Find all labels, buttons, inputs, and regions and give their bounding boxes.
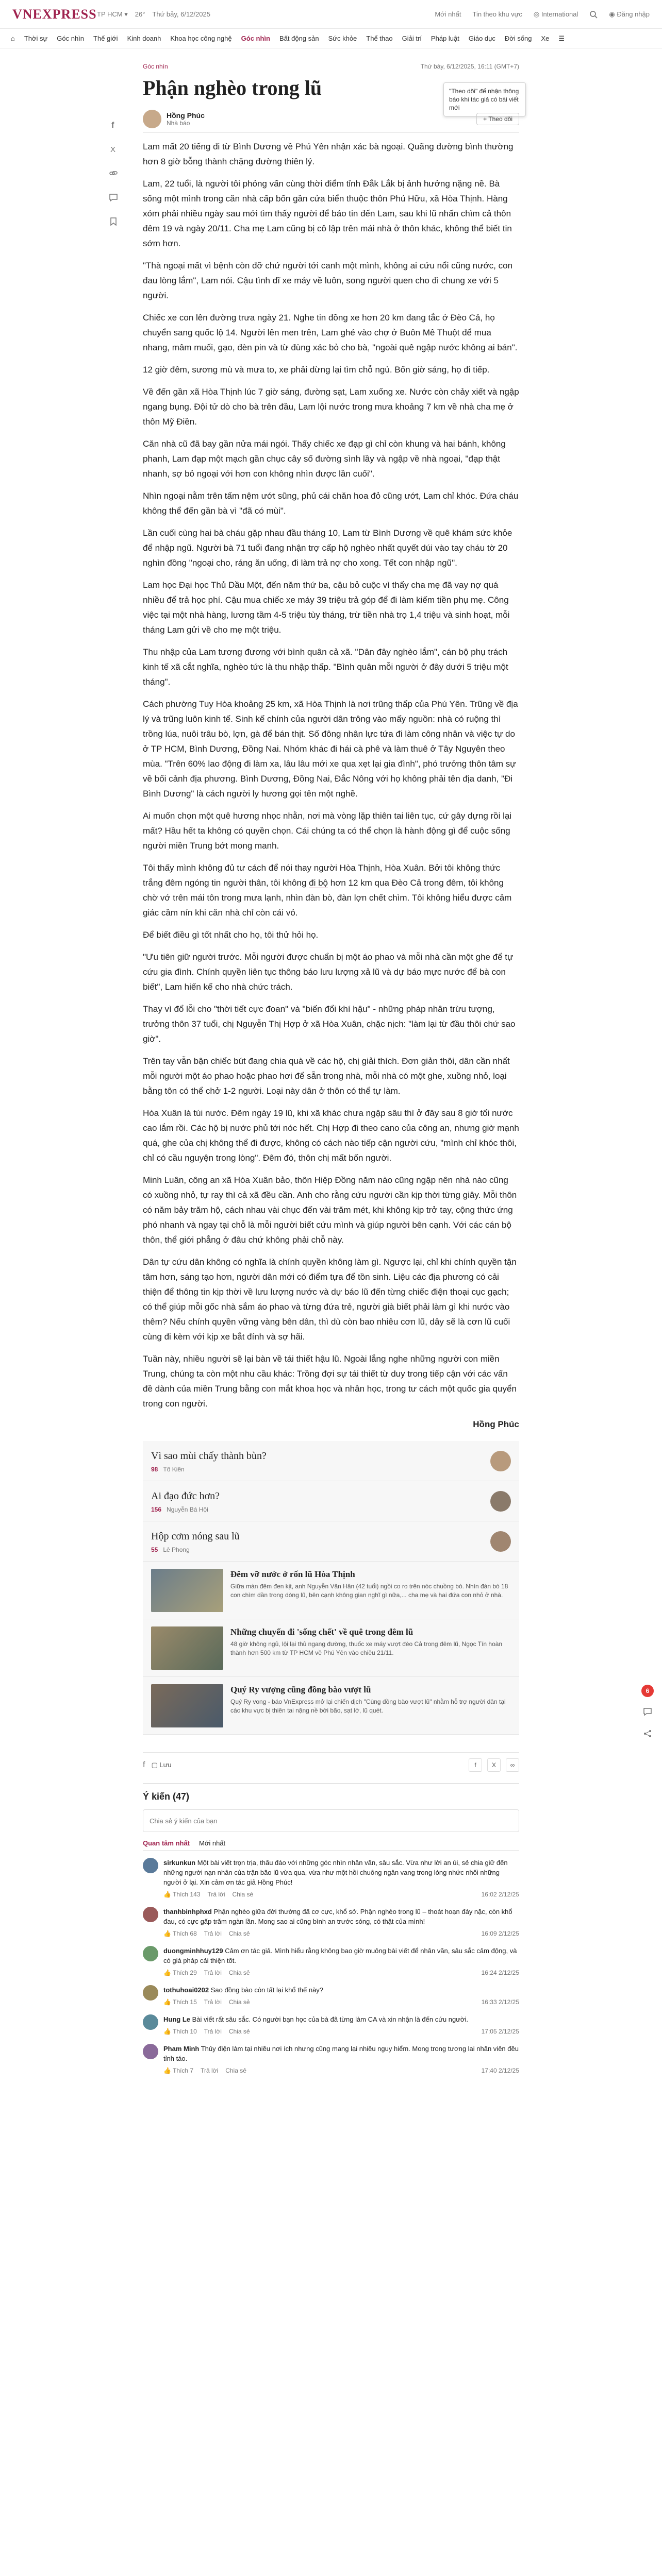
signature: Hồng Phúc [473, 1419, 519, 1429]
reply-button[interactable]: Trả lời [204, 2028, 222, 2035]
card-desc: Quý Ry vong - báo VnExpress mở lại chiến dịch "Cùng đồng bào vượt lũ" nhằm hỗ trợ người dân tại các khu vực bị thiên tai nặng nề bởi bão, sạt lở, lũ quét. [230, 1698, 506, 1714]
card-desc: 48 giờ không ngủ, lội lại thủ ngang đường, thuốc xe máy vượt đèo Cả trong đêm lũ, Ngọc Tín hoàn thành hơn 500 km từ TP HCM về Phú Yên vào chiều 21/11. [230, 1640, 503, 1656]
comment-icon[interactable] [108, 192, 119, 205]
location[interactable]: TP HCM ▾ [97, 10, 128, 18]
share-button[interactable]: Chia sẻ [228, 1969, 250, 1976]
comment-time: 17:05 2/12/25 [481, 2028, 519, 2035]
comment-author[interactable]: Pham Minh [163, 2045, 200, 2053]
card-title[interactable]: Quý Ry vượng cũng đồng bào vượt lũ [230, 1685, 371, 1694]
breadcrumb [143, 63, 519, 73]
twitter-icon[interactable] [108, 144, 119, 157]
paragraph: Tuần này, nhiều người sẽ lại bàn về tái thiết hậu lũ. Ngoài lắng nghe những người con miền Trung, chúng ta còn một nhu cầu khác: Trồng đợi sự tái thiết từ duy trong tiếp cận với các vấn đề dành của miền Trung bằng con mắt khoa học và nhân học, trong tư cách một quốc gia quyển trong con người. [143, 1354, 517, 1409]
related-item[interactable] [143, 1521, 519, 1562]
copy-link-icon[interactable]: ∞ [506, 1758, 519, 1772]
news-card[interactable] [143, 1562, 519, 1619]
header-date: Thứ bảy, 6/12/2025 [152, 10, 210, 18]
share-button[interactable]: Chia sẻ [228, 1998, 250, 2006]
tab-top[interactable]: Quan tâm nhất [143, 1839, 190, 1847]
card-thumbnail[interactable] [151, 1569, 223, 1612]
nav-item[interactable]: Thế giới [93, 35, 118, 42]
news-card[interactable] [143, 1619, 519, 1677]
follow-button[interactable]: + Theo dõi [476, 113, 519, 125]
page-title: Phận nghèo trong lũ [143, 76, 322, 99]
paragraph: Minh Luân, công an xã Hòa Xuân bảo, thôn Hiệp Đồng năm nào cũng ngập nên nhà nào cũng có xuồng nhỏ, tự ray thì cả xã đều cần. Anh cho rằng cứu người cần kịp thời từng giây. Mỗi thôn có năm bảy trăm hộ, cách nhau vài chục đến vài trăm mét, khi không kịp trở tay, cộng thức ứng phó nhanh và ngay tại chỗ là mỗi người biết cứu mình và giúp người bên cạnh. Với các cán bộ thôn, thể giới phẳng ở đâu chứ không phải chỗ này. [143, 1175, 517, 1245]
article-body [143, 139, 519, 1411]
nav-item[interactable]: Giải trí [402, 35, 422, 42]
paragraph: "Thà ngoại mất vì bệnh còn đỡ chứ người tới canh một mình, không ai cứu nổi cũng nước, con đau lòng lắm", Lam nói. Cậu tình dĩ xe máy về luôn, song người quen cho đi chung xe với 5 người. [143, 261, 513, 300]
share-button[interactable]: Chia sẻ [228, 1930, 250, 1937]
inline-link[interactable]: đi bộ [309, 878, 328, 888]
comment-item [143, 1946, 519, 1978]
twitter-share-icon[interactable]: X [487, 1758, 501, 1772]
comment-author[interactable]: duongminhhuy129 [163, 1947, 223, 1955]
related-author[interactable]: Tô Kiên [163, 1465, 185, 1473]
paragraph: Lam mất 20 tiếng đi từ Bình Dương về Phú Yên nhận xác bà ngoại. Quãng đường bình thường hơn 8 giờ bỗng thành chặng đường thiên lý. [143, 142, 514, 166]
comment-author[interactable]: Hung Le [163, 2015, 190, 2023]
comment-count: 98 [151, 1465, 158, 1473]
paragraph: Nhìn ngoại nằm trên tấm nệm ướt sũng, phủ cái chăn hoa đỏ cũng ướt, Lam chỉ khóc. Đứa cháu không thể đến gần bà vì "đã có mùi". [143, 491, 519, 516]
comment-tabs [143, 1839, 519, 1851]
author-block [143, 109, 519, 133]
site-logo[interactable]: VNEXPRESS [12, 6, 97, 22]
region-news-link[interactable]: Tin theo khu vực [472, 10, 522, 18]
weather-temp: 26° [135, 10, 145, 18]
bookmark-icon[interactable] [108, 216, 119, 229]
nav-item[interactable]: Sức khỏe [328, 35, 357, 42]
avatar[interactable] [143, 1946, 158, 1961]
author-role: Nhà báo [167, 119, 190, 127]
card-thumbnail[interactable] [151, 1626, 223, 1670]
top-bar [0, 0, 662, 29]
avatar [490, 1491, 511, 1512]
latest-link[interactable]: Mới nhất [435, 10, 461, 18]
related-item[interactable] [143, 1441, 519, 1481]
comment-count-badge[interactable]: 6 [641, 1685, 654, 1697]
related-list [143, 1441, 519, 1735]
nav-item-active[interactable]: Góc nhìn [241, 35, 270, 42]
paragraph: Lần cuối cùng hai bà cháu gặp nhau đầu tháng 10, Lam từ Bình Dương về quê khám sức khỏe để nhập ngũ. Người bà 71 tuổi đang nhận trợ cấp hộ nghèo nhất quyết dúi vào tay cháu tờ 20 nghìn đồng "ngoại cho, ráng ăn uống, đi làm trả nợ cho xong. Tết con nhập ngũ". [143, 528, 512, 568]
paragraph: Về đến gần xã Hòa Thịnh lúc 7 giờ sáng, đường sạt, Lam xuống xe. Nước còn chảy xiết và ngập ngang bụng. Đội tử dò cho bà trên đầu, Lam lội nước trong mưa khoảng 7 km về nhà cha mẹ ở thôn Mỹ Điền. [143, 387, 519, 427]
nav-item[interactable]: Đời sống [504, 35, 532, 42]
paragraph: Trên tay vẫn bận chiếc bút đang chia quà về các hộ, chị giải thích. Đơn giản thôi, dân cần nhất mỗi người một áo phao hoặc phao hơi để sẵn trong nhà, mỗi nhà có một ghe, xuồng nhỏ, loại bằng tôn có thể chở 1-2 người. Loại này dân ở thôn có thể tự làm. [143, 1056, 510, 1096]
tab-newest[interactable]: Mới nhất [199, 1839, 226, 1847]
comment-input[interactable] [143, 1809, 519, 1832]
comment-time: 17:40 2/12/25 [481, 2067, 519, 2074]
card-title[interactable]: Đêm vỡ nước ở rốn lũ Hòa Thịnh [230, 1569, 355, 1579]
user-icon: ◉ [609, 10, 615, 18]
like-button[interactable]: 👍 Thích 15 [163, 1998, 197, 2006]
nav-item[interactable]: Pháp luật [431, 35, 459, 42]
save-button[interactable]: ▢ Lưu [151, 1760, 172, 1769]
comment-text: Thủy điện làm tại nhiều nơi ích nhưng cũng mang lại nhiều nguy hiểm. Mong trong tương lai nhân viên đều tỉnh táo. [163, 2045, 519, 2062]
like-button[interactable]: 👍 Thích 143 [163, 1891, 201, 1898]
reply-button[interactable]: Trả lời [201, 2067, 219, 2074]
author-name[interactable]: Hồng Phúc [167, 111, 205, 120]
like-button[interactable]: 👍 Thích 68 [163, 1930, 197, 1937]
reply-button[interactable]: Trả lời [204, 1930, 222, 1937]
main-nav [0, 29, 662, 48]
paragraph: Tôi thấy mình không đủ tư cách để nói thay người Hòa Thịnh, Hòa Xuân. Bởi tôi không thức trắng đêm ngóng tin người thân, tôi không đi bộ hơn 12 km qua Đèo Cả trong đêm, tôi không chờ vớ trên mái tôn trong mưa lạnh, nhìn đàn bò, đàn lợn chết chìm. Tôi không hiểu được cảm giác cầm nín khi căn nhà chỉ còn cái vỏ. [143, 863, 512, 918]
paragraph: Chiếc xe con lên đường trưa ngày 21. Nghe tin đồng xe hơn 20 km đang tắc ở Đèo Cả, họ chuyển sang quốc lộ 14. Người lên men trên, Lam ghé vào chợ ở Buôn Mê Thuột để mua nhang, mâm muối, gạo, đèn pin và từ đùng xác bỏ cho bà, "ngoài quê ngập nước không ai bán". [143, 313, 518, 352]
comment-time: 16:33 2/12/25 [481, 1998, 519, 2006]
comment-time: 16:02 2/12/25 [481, 1891, 519, 1898]
comment-count: 55 [151, 1546, 158, 1553]
avatar[interactable] [143, 2014, 158, 2030]
comment-text: Bài viết rất sâu sắc. Có người bạn học của bà đã từng làm CA và xin nhận là đến cứu người. [192, 2015, 468, 2023]
comment-author[interactable]: thanhbinhphxd [163, 1908, 212, 1916]
avatar[interactable] [143, 110, 161, 128]
avatar[interactable] [143, 1985, 158, 2001]
comment-text: Một bài viết trọn trịa, thấu đáo với những góc nhìn nhân văn, sâu sắc. Vừa như lời an ủi, sẻ chia giữ đến những người nạn nhân của trận bão lũ vừa qua, vừa như một hồi chuông ngân vang trong lòng nhức nhối những người ở lại. Xin cảm ơn tác giả Hồng Phúc! [163, 1859, 508, 1886]
paragraph: 12 giờ đêm, sương mù và mưa to, xe phải dừng lại tìm chỗ ngủ. Bốn giờ sáng, họ đi tiếp. [143, 365, 490, 375]
link-icon[interactable] [108, 168, 119, 181]
paragraph: Lam, 22 tuổi, là người tôi phỏng vấn cùng thời điểm tỉnh Đắk Lắk bị ảnh hưởng nặng nề. Bà sống một mình trong căn nhà cấp bốn gần cửa biển thuộc thôn Phú Hữu, xã Hòa Thịnh. Hàng xóm phải nhiều ngày sau mới tìm thấy người để báo tin đến Lam, sau khi lũ nhấn chìm cả thôn đêm 19 và ngày 20/11. Cha mẹ Lam cũng bị cô lập trên mái nhà ở thôn khác, không thể biết tin sớm hơn. [143, 179, 512, 248]
international-link[interactable]: ◎ International [533, 10, 578, 18]
paragraph: Dân tự cứu dân không có nghĩa là chính quyền không làm gì. Ngược lại, chỉ khi chính quyền tận tâm hơn, sáng tạo hơn, người dân mới có điểm tựa để tồn sinh. Liệu các địa phương có cải thiện để thông tin kịp thời về lưu lượng nước và dự báo lũ đến từng chiếc điện thoại cục gạch; có thể giúp mỗi gốc nhà sắm áo phao và từng đứa trẻ, người già biết phải làm gì khi nước vào thêm? Nếu chính quyền vững vàng bên dân, thì dù còn bao nhiêu cơn lũ, dây sẽ là cơn lũ cuối cùng đi kèm với kịp xe bắt đính và sợ hãi. [143, 1257, 517, 1342]
nav-item[interactable]: Giáo dục [468, 35, 495, 42]
facebook-share-icon[interactable]: f [469, 1758, 482, 1772]
article-datetime: Thứ bảy, 6/12/2025, 16:11 (GMT+7) [420, 63, 519, 70]
home-icon[interactable]: ⌂ [11, 35, 15, 42]
paragraph: "Ưu tiên giữ người trước. Mỗi người được chuẩn bị một áo phao và mỗi nhà cần một ghe để tự cứu gia đình. Chính quyền liên tục thông báo lưu lượng xả lũ và dự báo mực nước để bà con biết", Lam hiến kế cho nhà chức trách. [143, 952, 514, 992]
paragraph: Căn nhà cũ đã bay gần nửa mái ngói. Thấy chiếc xe đạp gì chỉ còn khung và hai bánh, không phanh, Lam đạp một mạch gần chục cây số đường sình lầy và ngập về nhà ngoại, "đạp thật nhanh, sợ bỏ ngoại với hơn con không nhìn được lần cuối". [143, 439, 506, 479]
like-button[interactable]: 👍 Thích 10 [163, 2028, 197, 2035]
menu-icon[interactable]: ☰ [558, 34, 565, 42]
paragraph: Thay vì đổ lỗi cho "thời tiết cực đoan" và "biến đổi khí hậu" - những pháp nhân trừu tượng, trưởng thôn 37 tuổi, chị Nguyễn Thị Hợp ở xã Hòa Xuân, chặc nịch: "làm lại từ đầu thôi chứ sao giờ". [143, 1004, 516, 1044]
related-title[interactable]: Vì sao mùi chấy thành bùn? [151, 1450, 267, 1462]
card-thumbnail[interactable] [151, 1684, 223, 1727]
share-button[interactable]: Chia sẻ [225, 2067, 246, 2074]
login-link[interactable]: ◉ Đăng nhập [609, 10, 650, 18]
avatar [490, 1531, 511, 1552]
comment-item [143, 1858, 519, 1900]
nav-item[interactable]: Thời sự [24, 35, 48, 42]
comment-text: Cảm ơn tác giả. Mình hiểu rằng không bao giờ muông bài viết để nhân văn, sâu sắc cảm động, và có giá pháp cải thiện tốt. [163, 1947, 517, 1964]
nav-item[interactable]: Thể thao [366, 35, 393, 42]
article-wrapper [143, 48, 519, 1771]
related-author[interactable]: Nguyễn Bá Hội [167, 1505, 208, 1513]
category-link[interactable]: Góc nhìn [143, 63, 168, 70]
comment-text: Phận nghèo giữa đời thường đã cơ cực, khổ sở. Phận nghèo trong lũ – thoát hoạn đáy nặc, còn khổ đau, có cực gấp trăm ngàn lần. Mong sao ai cũng bình an trước sóng, có thật của mình! [163, 1908, 512, 1925]
comment-item [143, 1907, 519, 1939]
article-tools [143, 1752, 519, 1771]
follow-tooltip: "Theo dõi" để nhận thông báo khi tác giả có bài viết mới [443, 82, 526, 116]
avatar [490, 1451, 511, 1471]
comment-time: 16:24 2/12/25 [481, 1969, 519, 1976]
comment-author[interactable]: tothuhoai0202 [163, 1986, 209, 1994]
paragraph: Thu nhập của Lam tương đương với bình quân cả xã. "Dân đây nghèo lắm", cán bộ phụ trách kinh tế xã cắt nghĩa, nghèo tức là thu nhập thấp. "Bình quân mỗi người ở đây dưới 5 triệu một tháng". [143, 647, 508, 687]
paragraph: Ai muốn chọn một quê hương nhọc nhằn, nơi mà vòng lặp thiên tai liên tục, cứ gây dựng rồi lại mất? Hầu hết ta không có quyền chọn. Cái chúng ta có thể chọn là hành động gì để cuộc sống người miền Trung bớt mong manh. [143, 811, 512, 851]
comments-heading: Ý kiến (47) [143, 1791, 190, 1802]
floating-side-bar [641, 1685, 654, 1741]
related-author[interactable]: Lê Phong [163, 1546, 190, 1553]
chat-icon[interactable] [642, 1706, 653, 1719]
comment-count: 156 [151, 1505, 162, 1513]
nav-item[interactable]: Kinh doanh [127, 35, 161, 42]
search-icon[interactable] [589, 10, 598, 19]
like-button[interactable]: 👍 Thích 29 [163, 1969, 197, 1976]
facebook-icon[interactable] [108, 120, 119, 132]
svg-text:f: f [111, 121, 114, 130]
avatar[interactable] [143, 1907, 158, 1922]
comment-item [143, 1985, 519, 2007]
nav-item[interactable]: Góc nhìn [57, 35, 85, 42]
paragraph: Hòa Xuân là túi nước. Đêm ngày 19 lũ, khi xã khác chưa ngập sâu thì ở đây sau 8 giờ tối nước cao lắm rồi. Các hộ bị nước phủ tới nóc hết. Chị Hợp đi theo cano của công an, nhưng giờ mạnh quá, ghe của chị không thể đi được, không có cách nào tiếp cận người cứu, "mình chỉ khóc thôi, chỉ có cầu nguyện trong lòng". Đêm đó, thôn chị mất bốn người. [143, 1108, 519, 1163]
card-title[interactable]: Những chuyến đi 'sống chết' về quê trong đêm lũ [230, 1627, 413, 1637]
comment-item [143, 2014, 519, 2037]
related-item[interactable] [143, 1481, 519, 1521]
share-icon[interactable] [642, 1728, 653, 1741]
comment-time: 16:09 2/12/25 [481, 1930, 519, 1937]
reply-button[interactable]: Trả lời [204, 1969, 222, 1976]
paragraph: Để biết điều gì tốt nhất cho họ, tôi thử hỏi họ. [143, 930, 319, 940]
paragraph: Lam học Đại học Thủ Dầu Một, đến năm thứ ba, cậu bỏ cuộc vì thấy cha mẹ đã vay nợ quá nhiều để trả học phí. Cậu mua chiếc xe máy 39 triệu trả góp để đi làm kiếm tiền phụ mẹ. Công việc tại một nhà hàng, lương tầm 4-5 triệu tùy tháng, trừ tiền nhà trọ 1,4 triệu và sinh hoạt, mỗi tháng Lam gửi về cho mẹ một triệu. [143, 580, 510, 635]
reply-button[interactable]: Trả lời [204, 1998, 222, 2006]
card-desc: Giữa màn đêm đen kịt, anh Nguyễn Văn Hân (42 tuổi) ngồi co ro trên nóc chuồng bò. Nhìn đàn bò 18 con chìm dần trong dòng lũ, bên cạnh không gian nghĩ gì nữa,... cha mẹ và hai đứa con nhỏ ở nhà. [230, 1583, 508, 1599]
related-title[interactable]: Ai đạo đức hơn? [151, 1490, 220, 1502]
share-bar [108, 120, 119, 229]
comments-section [143, 1783, 519, 2076]
facebook-icon[interactable]: f [143, 1760, 145, 1769]
like-button[interactable]: 👍 Thích 7 [163, 2067, 194, 2074]
globe-icon: ◎ [533, 10, 540, 18]
avatar[interactable] [143, 1858, 158, 1873]
nav-item[interactable]: Xe [541, 35, 550, 42]
related-title[interactable]: Hộp cơm nóng sau lũ [151, 1530, 240, 1542]
comment-text: Sao đồng bào còn tất lại khổ thế này? [210, 1986, 324, 1994]
avatar[interactable] [143, 2044, 158, 2059]
svg-text:X: X [110, 145, 116, 154]
paragraph: Cách phường Tuy Hòa khoảng 25 km, xã Hòa Thịnh là nơi trũng thấp của Phú Yên. Trũng về địa lý và trũng luôn kinh tế. Sinh kế chính của người dân trông vào mấy nguồn: nhà có ruộng thì trồng lúa, nuôi trâu bò, lợn, gà để bán thịt. Số đông nhân lực tứa đi làm công nhân và việc tự do ở TP HCM, Bình Dương, Đồng Nai. Nhóm khác đi hái cà phê và làm thuê ở Tây Nguyên theo mùa. "Trên 60% lao động đi làm xa, lâu lâu mới xe qua xẹt lại gia đình", phó trưởng thôn tâm sự về bối cảnh địa phương. Bình Dương, Đồng Nai, Đắc Nông với họ không phải tên địa danh, "Đi Bình Dương" là cách người ly hương gọi tên một nghề. [143, 699, 518, 799]
nav-item[interactable]: Bất động sản [279, 35, 319, 42]
share-button[interactable]: Chia sẻ [228, 2028, 250, 2035]
reply-button[interactable]: Trả lời [207, 1891, 225, 1898]
share-button[interactable]: Chia sẻ [232, 1891, 254, 1898]
comment-item [143, 2044, 519, 2076]
news-card[interactable] [143, 1677, 519, 1735]
comment-author[interactable]: sirkunkun [163, 1859, 196, 1867]
nav-item[interactable]: Khoa học công nghệ [170, 35, 232, 42]
